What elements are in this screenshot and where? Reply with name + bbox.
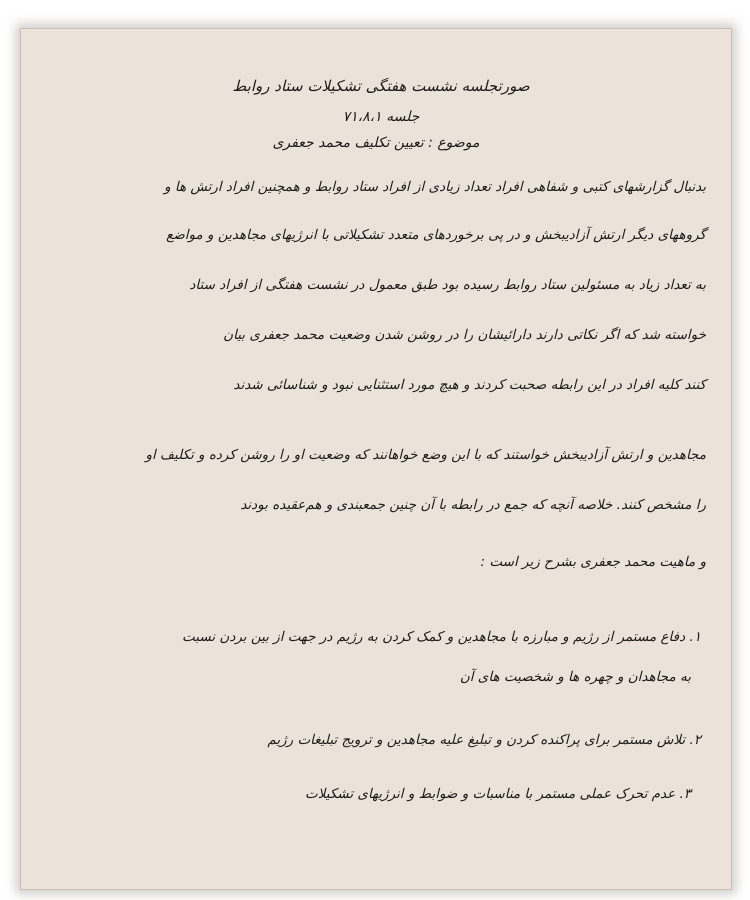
- item-number: ۱.: [689, 629, 701, 645]
- meeting-date: ۷۱،۸،۱: [342, 109, 382, 125]
- paragraph-line: کنند کلیه افراد در این رابطه صحبت کردند و هیچ مورد استثنایی نبود و شناسائی شدند: [233, 377, 706, 393]
- item-text: دفاع مستمر از رژیم و مبارزه با مجاهدین و کمک کردن به رژیم در جهت از بین بردن نسبت: [181, 629, 686, 645]
- document-title: صورتجلسه نشست هفتگی تشکیلات ستاد روابط: [232, 77, 530, 95]
- paragraph-line: مجاهدین و ارتش آزادیبخش خواستند که با این وضع خواهانند که وضعیت او را روشن کرده و تکلیف او: [145, 447, 706, 463]
- paragraph-line: را مشخص کنند. خلاصه آنچه که جمع در رابطه با آن چنین جمعبندی و هم‌عقیده بودند: [240, 497, 706, 513]
- list-item-line: [81, 629, 701, 645]
- list-item-line: به مجاهدان و چهره ها و شخصیت های آن: [459, 669, 691, 685]
- paragraph-line: گروههای دیگر ارتش آزادیبخش و در پی برخوردهای متعدد تشکیلاتی با انرژیهای مجاهدین و مواضع: [166, 227, 706, 243]
- date-label: جلسه: [386, 109, 420, 125]
- item-text: تلاش مستمر برای پراکنده کردن و تبلیغ علیه مجاهدین و ترویج تبلیغات رژیم: [267, 732, 686, 748]
- subject-label: موضوع :: [428, 135, 480, 151]
- paragraph-line: به تعداد زیاد به مسئولین ستاد روابط رسیده بود طبق معمول در نشست هفتگی از افراد ستاد: [189, 277, 706, 293]
- paragraph-line: بدنبال گزارشهای کتبی و شفاهی افراد تعداد زیادی از افراد ستاد روابط و همچنین افراد ارتش ها و: [164, 179, 706, 195]
- list-item-line: [181, 732, 701, 748]
- item-text: عدم تحرک عملی مستمر با مناسبات و ضوابط و انرژیهای تشکیلات: [305, 786, 676, 802]
- handwritten-page: [20, 28, 732, 890]
- subject-text: تعیین تکلیف محمد جعفری: [272, 135, 424, 151]
- paragraph-line: و ماهیت محمد جعفری بشرح زیر است :: [480, 554, 706, 570]
- list-item-line: [221, 786, 691, 802]
- paragraph-line: خواسته شد که اگر نکاتی دارند دارائیشان را در روشن شدن وضعیت محمد جعفری بیان: [223, 327, 706, 343]
- item-number: ۳.: [679, 786, 691, 802]
- subject-row: [221, 135, 531, 151]
- meeting-date-row: [281, 109, 481, 125]
- item-number: ۲.: [689, 732, 701, 748]
